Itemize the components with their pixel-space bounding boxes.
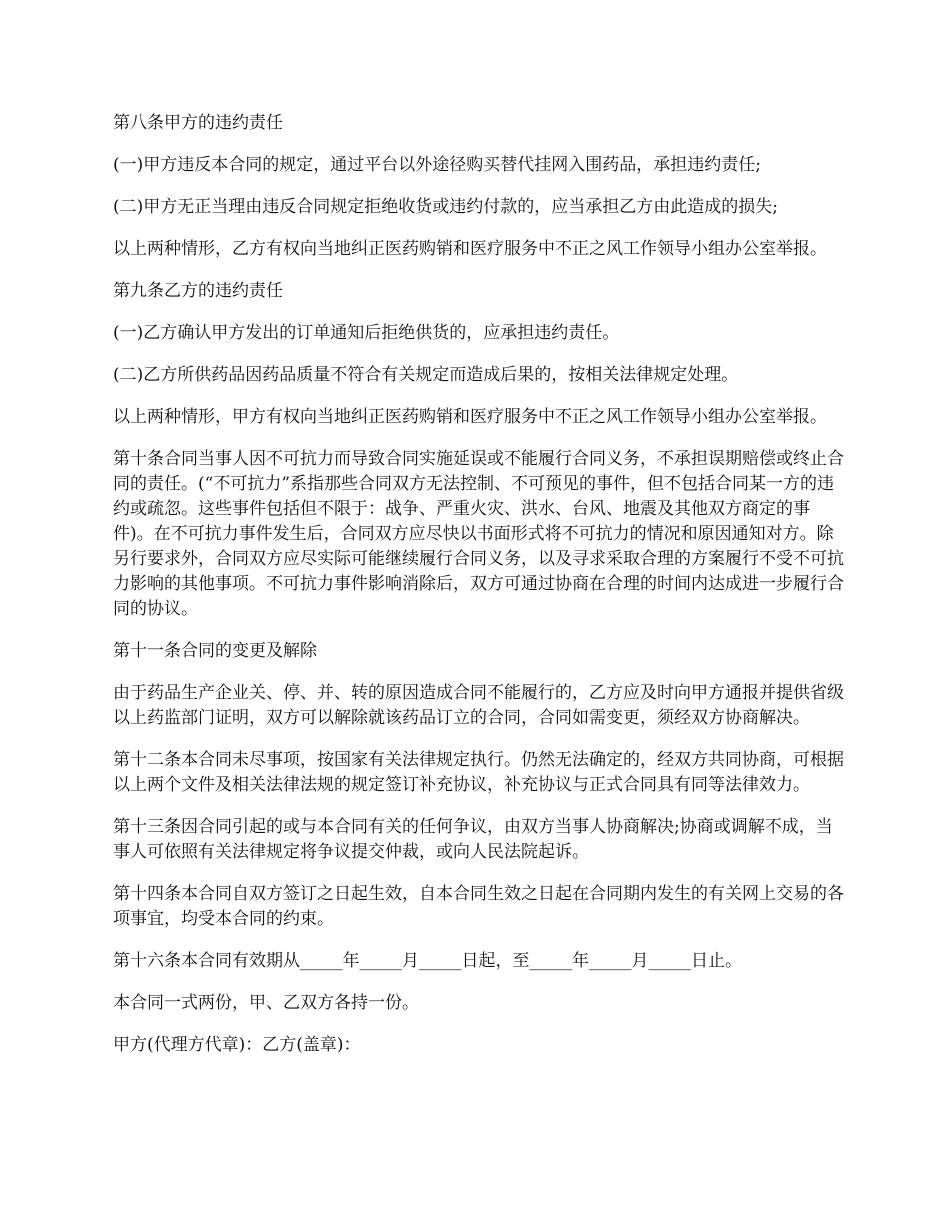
article-8-report-note: 以上两种情形，乙方有权向当地纠正医药购销和医疗服务中不正之风工作领导小组办公室举报。 bbox=[113, 239, 827, 259]
signature-line: 甲方(代理方代章)：乙方(盖章)： bbox=[113, 1035, 361, 1055]
article-8-heading: 第八条甲方的违约责任 bbox=[113, 113, 283, 133]
article-8-clause-1: (一)甲方违反本合同的规定，通过平台以外途径购买替代挂网入围药品，承担违约责任; bbox=[113, 155, 761, 175]
article-11-body: 由于药品生产企业关、停、并、转的原因造成合同不能履行的，乙方应及时向甲方通报并提供省级以上药监部门证明，双方可以解除就该药品订立的合同，合同如需变更，须经双方协商解决。 bbox=[113, 683, 844, 728]
article-10-force-majeure: 第十条合同当事人因不可抗力而导致合同实施延误或不能履行合同义务，不承担误期赔偿或终止合同的责任。(“不可抗力”系指那些合同双方无法控制、不可预见的事件，但不包括合同某一方的违约或疏忽。这些事件包括但不限于：战争、严重火灾、洪水、台风、地震及其他双方商定的事件)。在不可抗力事件发生后，合同双方应尽快以书面形式将不可抗力的情况和原因通知对方。除另行要求外，合同双方应尽实际可能继续履行合同义务，以及寻求采取合理的方案履行不受不可抗力影响的其他事项。不可抗力事件影响消除后，双方可通过协商在合理的时间内达成进一步履行合同的协议。 bbox=[113, 449, 844, 619]
article-9-report-note: 以上两种情形，甲方有权向当地纠正医药购销和医疗服务中不正之风工作领导小组办公室举报。 bbox=[113, 407, 827, 427]
article-9-heading: 第九条乙方的违约责任 bbox=[113, 281, 283, 301]
copies-clause: 本合同一式两份，甲、乙双方各持一份。 bbox=[113, 993, 419, 1013]
article-16-validity-period: 第十六条本合同有效期从_____年_____月_____日起，至_____年_____月_____日止。 bbox=[113, 951, 742, 971]
article-13-body: 第十三条因合同引起的或与本合同有关的任何争议，由双方当事人协商解决;协商或调解不成，当事人可依照有关法律规定将争议提交仲裁，或向人民法院起诉。 bbox=[113, 817, 833, 862]
article-9-clause-1: (一)乙方确认甲方发出的订单通知后拒绝供货的，应承担违约责任。 bbox=[113, 323, 620, 343]
article-9-clause-2: (二)乙方所供药品因药品质量不符合有关规定而造成后果的，按相关法律规定处理。 bbox=[113, 365, 739, 385]
contract-page bbox=[113, 111, 848, 1075]
article-14-body: 第十四条本合同自双方签订之日起生效，自本合同生效之日起在合同期内发生的有关网上交易的各项事宜，均受本合同的约束。 bbox=[113, 884, 844, 929]
article-11-heading: 第十一条合同的变更及解除 bbox=[113, 641, 317, 661]
article-8-clause-2: (二)甲方无正当理由违反合同规定拒绝收货或违约付款的，应当承担乙方由此造成的损失; bbox=[113, 197, 778, 217]
article-12-body: 第十二条本合同未尽事项，按国家有关法律规定执行。仍然无法确定的，经双方共同协商，可根据以上两个文件及相关法律法规的规定签订补充协议，补充协议与正式合同具有同等法律效力。 bbox=[113, 750, 844, 795]
